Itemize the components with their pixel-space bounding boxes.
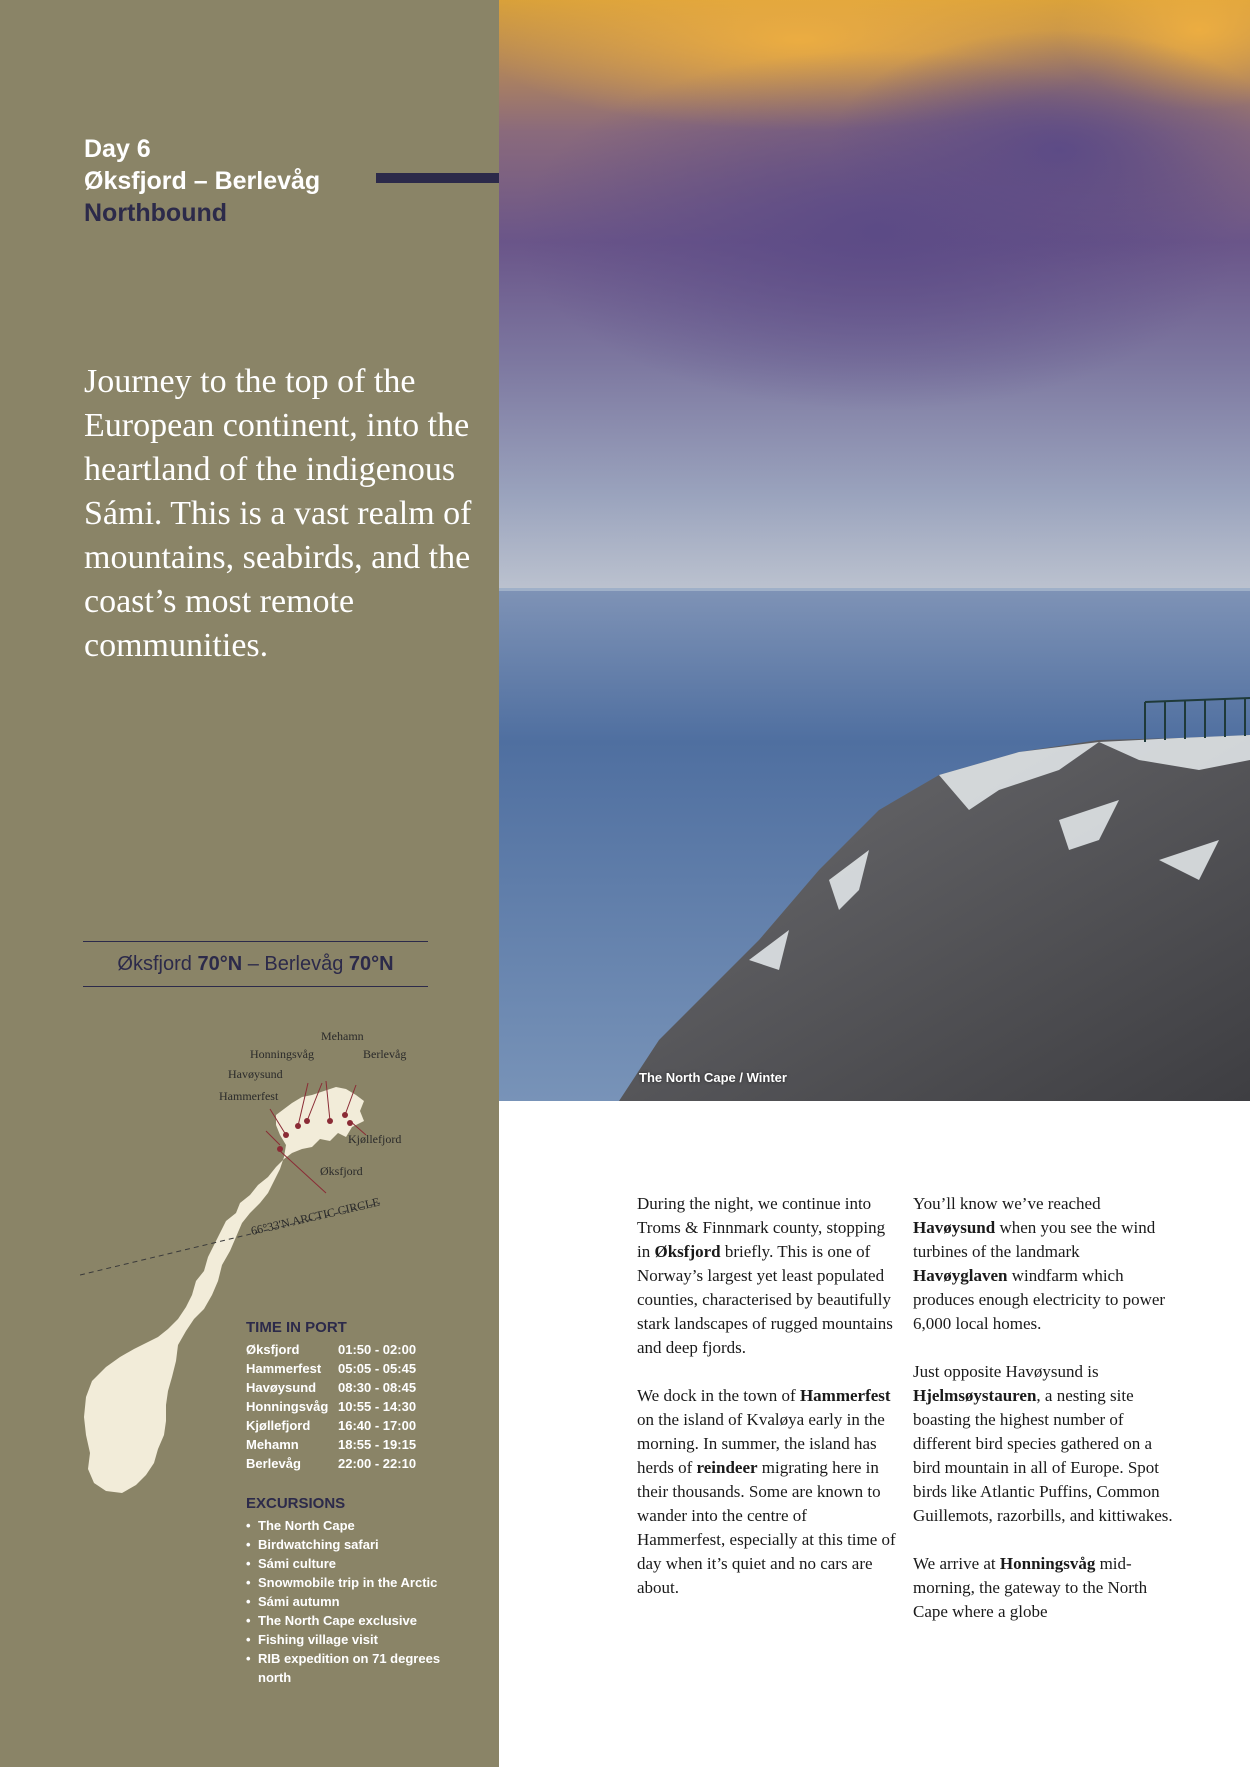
coordinates-bar (83, 941, 428, 987)
port-row (246, 1378, 416, 1397)
port-name: Kjøllefjord (246, 1418, 311, 1433)
port-row (246, 1416, 416, 1435)
paragraph: We arrive at Honningsvåg mid-morning, the gateway to the North Cape where a globe (913, 1554, 1148, 1621)
day-heading (84, 133, 320, 229)
map-label-kjollefjord: Kjøllefjord (348, 1132, 402, 1146)
port-time: 22:00 - 22:10 (338, 1456, 417, 1471)
coord-separator: – (247, 953, 259, 975)
heading-rule (376, 173, 499, 183)
port-row (246, 1359, 416, 1378)
coord-to-name: Berlevåg (264, 953, 344, 975)
port-time: 08:30 - 08:45 (338, 1380, 417, 1395)
excursion-item: • Sámi autumn (246, 1592, 476, 1611)
time-in-port-title: TIME IN PORT (246, 1319, 347, 1336)
arctic-circle-label: 66°33'N ARCTIC CIRCLE (249, 1194, 381, 1238)
port-name: Havøysund (246, 1380, 317, 1395)
body-column-2 (913, 1192, 1173, 1648)
marker-havoysund (295, 1123, 301, 1129)
marker-kjollefjord (347, 1120, 353, 1126)
coord-from-name: Øksfjord (117, 953, 192, 975)
excursion-item: • The North Cape exclusive (246, 1611, 476, 1630)
excursion-item: • Snowmobile trip in the Arctic (246, 1573, 476, 1592)
port-name: Honningsvåg (246, 1399, 329, 1414)
map-label-berlevag: Berlevåg (363, 1047, 407, 1061)
marker-mehamn (327, 1118, 333, 1124)
marker-honningsvag (304, 1118, 310, 1124)
port-time: 18:55 - 19:15 (338, 1437, 417, 1452)
port-time: 10:55 - 14:30 (338, 1399, 417, 1414)
port-time: 01:50 - 02:00 (338, 1342, 417, 1357)
photo-caption: The North Cape / Winter (639, 1070, 787, 1085)
port-name: Hammerfest (246, 1361, 322, 1376)
marker-hammerfest (283, 1132, 289, 1138)
marker-oksfjord (277, 1146, 283, 1152)
coord-to-lat: 70°N (348, 953, 394, 975)
port-time: 05:05 - 05:45 (338, 1361, 417, 1376)
time-in-port-list (246, 1340, 416, 1473)
map-label-havoysund: Havøysund (228, 1067, 283, 1081)
direction-label: Northbound (84, 199, 228, 227)
port-row (246, 1397, 416, 1416)
north-cape-photo (499, 0, 1250, 1101)
port-name: Mehamn (246, 1437, 299, 1452)
map-label-hammerfest: Hammerfest (219, 1089, 279, 1103)
port-time: 16:40 - 17:00 (338, 1418, 417, 1433)
paragraph: Just opposite Havøysund is Hjelmsøystauren, a nesting site boasting the highest number of different bird species gathered on a bird mountain in all of Europe. Spot birds like Atlantic Puffins, Common Guillemots, razorbills, and kittiwakes. (913, 1362, 1173, 1525)
photo-scene (499, 0, 1250, 1101)
map-label-honningsvag: Honningsvåg (250, 1047, 314, 1061)
day-number: Day 6 (84, 135, 151, 163)
port-name: Øksfjord (246, 1342, 300, 1357)
port-row (246, 1435, 416, 1454)
map-label-mehamn: Mehamn (321, 1029, 364, 1043)
paragraph: We dock in the town of Hammerfest on the island of Kvaløya early in the morning. In summer, the island has herds of reindeer migrating here in their thousands. Some are known to wander into the centre of Hammerfest, especially at this time of day when it’s quiet and no cars are about. (637, 1386, 896, 1597)
excursions-title: EXCURSIONS (246, 1495, 346, 1512)
intro-text: Journey to the top of the European continent, into the heartland of the indigenous Sámi. This is a vast realm of mountains, seabirds, and the coast’s most remote communities. (84, 363, 472, 664)
port-row (246, 1454, 416, 1473)
excursion-item: • Birdwatching safari (246, 1535, 476, 1554)
coord-from-lat: 70°N (197, 953, 243, 975)
marker-berlevag (342, 1112, 348, 1118)
route-title: Øksfjord – Berlevåg (84, 167, 321, 195)
map-label-oksfjord: Øksfjord (320, 1164, 363, 1178)
paragraph: You’ll know we’ve reached Havøysund when you see the wind turbines of the landmark Havøyglaven windfarm which produces enough electricity to power 6,000 local homes. (913, 1194, 1166, 1333)
excursion-item: • Fishing village visit (246, 1630, 476, 1649)
excursion-item: • The North Cape (246, 1516, 476, 1535)
excursion-item: • RIB expedition on 71 degrees north (246, 1649, 476, 1687)
excursion-item: • Sámi culture (246, 1554, 476, 1573)
port-name: Berlevåg (246, 1456, 301, 1471)
paragraph: During the night, we continue into Troms & Finnmark county, stopping in Øksfjord briefly. This is one of Norway’s largest yet least populated counties, characterised by beautifully stark landscapes of rugged mountains and deep fjords. (637, 1194, 893, 1357)
port-row (246, 1340, 416, 1359)
excursions-list (246, 1516, 476, 1687)
body-column-1 (637, 1192, 897, 1624)
